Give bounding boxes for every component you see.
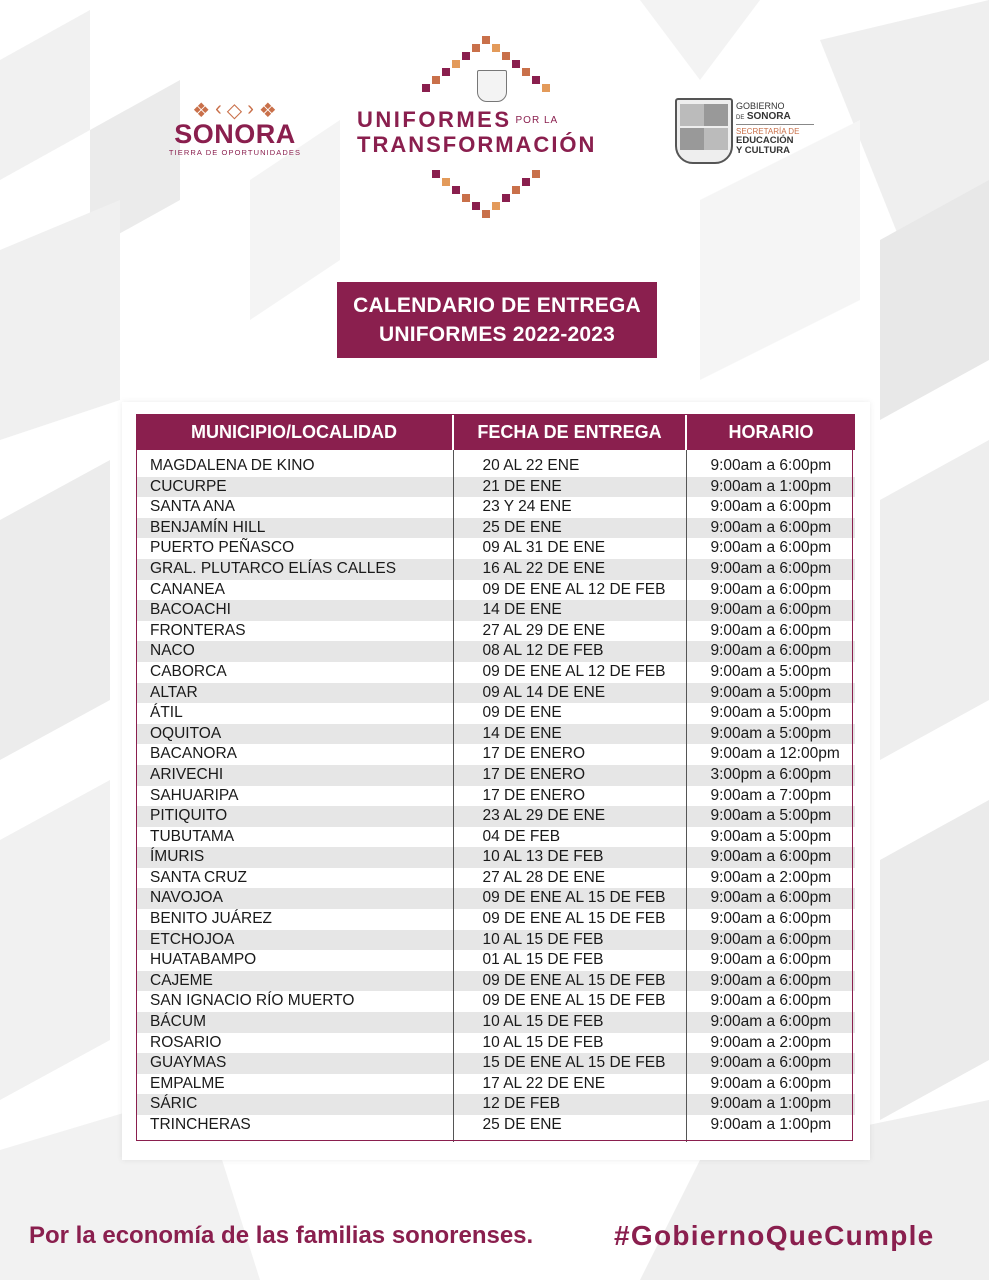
cell-fecha: 04 DE FEB [453,827,686,848]
campaign-title-small: POR LA [515,115,559,126]
cell-fecha: 09 DE ENE AL 15 DE FEB [453,909,686,930]
cell-municipio: HUATABAMPO [136,950,453,971]
cell-horario: 9:00am a 6:00pm [686,559,855,580]
table-row [136,744,855,765]
cell-fecha: 09 DE ENE AL 15 DE FEB [453,971,686,992]
sonora-logo [165,98,305,168]
cell-horario: 9:00am a 6:00pm [710,580,832,598]
cell-municipio: ARIVECHI [136,765,453,786]
cell-fecha: 10 AL 15 DE FEB [453,1033,686,1054]
gov-cultura: Y CULTURA [736,145,791,156]
table-row [136,641,855,662]
cell-horario: 9:00am a 6:00pm [710,498,832,516]
table-row [136,559,855,580]
footer-hashtag: #GobiernoQueCumple [614,1220,935,1251]
cell-fecha: 27 AL 29 DE ENE [453,621,686,642]
cell-municipio: ETCHOJOA [136,930,453,951]
cell-fecha: 17 DE ENERO [453,786,686,807]
table-row [136,497,855,518]
cell-horario: 9:00am a 6:00pm [686,847,855,868]
campaign-title-line2: TRANSFORMACIÓN [357,132,597,157]
cell-horario: 9:00am a 6:00pm [686,888,855,909]
table-row [136,991,855,1012]
cell-municipio: FRONTERAS [136,621,453,642]
calendar-title-line2: UNIFORMES 2022-2023 [378,323,616,346]
cell-fecha: 10 AL 13 DE FEB [453,847,686,868]
cell-horario: 9:00am a 6:00pm [686,600,855,621]
sonora-logo-mark-icon: ❖ ‹ ◇ › ❖ [192,98,278,122]
cell-fecha: 09 DE ENE AL 12 DE FEB [453,580,686,601]
table-row [136,786,855,807]
cell-horario: 9:00am a 5:00pm [686,724,855,745]
gov-educacion: EDUCACIÓN [736,135,794,146]
table-row [136,888,855,909]
cell-horario: 9:00am a 5:00pm [710,662,832,680]
header-municipio: MUNICIPIO/LOCALIDAD [136,414,453,450]
cell-municipio: BACOACHI [136,600,453,621]
cell-horario: 9:00am a 6:00pm [710,539,832,557]
cell-municipio: SANTA CRUZ [136,868,453,889]
cell-horario: 9:00am a 6:00pm [686,1053,855,1074]
cell-municipio: BÁCUM [136,1012,453,1033]
cell-fecha: 25 DE ENE [453,1115,686,1142]
cell-fecha: 09 DE ENE [453,703,686,724]
cell-municipio: SAN IGNACIO RÍO MUERTO [136,991,453,1012]
cell-municipio: PITIQUITO [136,806,453,827]
cell-horario: 9:00am a 6:00pm [686,641,855,662]
cell-fecha: 14 DE ENE [453,600,686,621]
table-row [136,724,855,745]
cell-fecha: 09 AL 14 DE ENE [453,683,686,704]
cell-municipio: OQUITOA [136,724,453,745]
cell-horario: 9:00am a 5:00pm [710,704,832,722]
cell-fecha: 16 AL 22 DE ENE [453,559,686,580]
calendar-title-line1: CALENDARIO DE ENTREGA [353,294,641,317]
cell-horario: 9:00am a 6:00pm [710,992,832,1010]
cell-municipio: SÁRIC [136,1094,453,1115]
cell-municipio: SANTA ANA [136,497,453,518]
cell-horario: 9:00am a 7:00pm [710,786,832,804]
table-row [136,621,855,642]
cell-municipio: ALTAR [136,683,453,704]
cell-fecha: 10 AL 15 DE FEB [453,930,686,951]
table-row [136,662,855,683]
cell-municipio: NACO [136,641,453,662]
cell-horario: 9:00am a 1:00pm [686,1094,855,1115]
table-row [136,1094,855,1115]
government-logo [675,98,825,162]
cell-municipio: GUAYMAS [136,1053,453,1074]
cell-fecha: 09 DE ENE AL 15 DE FEB [453,888,686,909]
header-horario: HORARIO [686,414,855,450]
cell-municipio: BENJAMÍN HILL [136,518,453,539]
cell-horario: 9:00am a 6:00pm [710,621,832,639]
cell-municipio: SAHUARIPA [136,786,453,807]
cell-horario: 9:00am a 5:00pm [686,683,855,704]
cell-horario: 9:00am a 6:00pm [686,1012,855,1033]
cell-horario: 9:00am a 5:00pm [686,806,855,827]
cell-horario: 9:00am a 1:00pm [686,477,855,498]
cell-fecha: 09 AL 31 DE ENE [453,538,686,559]
gov-divider [736,124,814,125]
cell-municipio: CAJEME [136,971,453,992]
cell-fecha: 23 Y 24 ENE [453,497,686,518]
schedule-table-body [136,450,855,1142]
table-row [136,806,855,827]
cell-horario: 9:00am a 6:00pm [710,1074,832,1092]
table-row [136,1074,855,1095]
table-row [136,827,855,848]
cell-horario: 3:00pm a 6:00pm [686,765,855,786]
cell-municipio: BENITO JUÁREZ [136,909,453,930]
cell-fecha: 15 DE ENE AL 15 DE FEB [453,1053,686,1074]
cell-fecha: 08 AL 12 DE FEB [453,641,686,662]
cell-fecha: 20 AL 22 ENE [453,450,686,477]
cell-municipio: EMPALME [136,1074,453,1095]
table-row [136,950,855,971]
gov-name-line: GOBIERNO [736,101,785,111]
table-row [136,1033,855,1054]
gov-name-de: DE [736,115,745,121]
table-row [136,683,855,704]
table-row [136,868,855,889]
table-row [136,600,855,621]
sonora-logo-tagline: TIERRA DE OPORTUNIDADES [168,148,302,157]
table-row [136,477,855,498]
table-row [136,518,855,539]
footer-slogan: Por la economía de las familias sonorenses. [29,1222,534,1249]
cell-fecha: 09 DE ENE AL 12 DE FEB [453,662,686,683]
cell-municipio: TRINCHERAS [136,1115,453,1142]
cell-fecha: 23 AL 29 DE ENE [453,806,686,827]
cell-fecha: 27 AL 28 DE ENE [453,868,686,889]
cell-municipio: CUCURPE [136,477,453,498]
table-row [136,450,855,477]
table-header-row [136,414,855,450]
table-row [136,1115,855,1142]
cell-horario: 9:00am a 6:00pm [710,457,832,474]
cell-fecha: 17 AL 22 DE ENE [453,1074,686,1095]
schedule-table [136,414,855,1142]
table-row [136,971,855,992]
gov-name-sonora: SONORA [746,111,791,122]
table-row [136,765,855,786]
table-row [136,703,855,724]
cell-horario: 9:00am a 6:00pm [686,518,855,539]
sonora-logo-word: SONORA [174,119,296,149]
cell-horario: 9:00am a 1:00pm [710,1116,832,1133]
cell-fecha: 17 DE ENERO [453,744,686,765]
schedule-card [122,402,870,1160]
state-shield-icon [675,98,733,164]
cell-fecha: 01 AL 15 DE FEB [453,950,686,971]
header-fecha: FECHA DE ENTREGA [453,414,686,450]
cell-municipio: ÍMURIS [136,847,453,868]
cell-municipio: ÁTIL [136,703,453,724]
table-row [136,580,855,601]
cell-fecha: 14 DE ENE [453,724,686,745]
cell-municipio: PUERTO PEÑASCO [136,538,453,559]
cell-horario: 9:00am a 2:00pm [710,868,832,886]
cell-municipio: NAVOJOA [136,888,453,909]
cell-fecha: 09 DE ENE AL 15 DE FEB [453,991,686,1012]
calendar-title-banner [337,282,657,358]
table-row [136,1053,855,1074]
cell-municipio: TUBUTAMA [136,827,453,848]
cell-municipio: ROSARIO [136,1033,453,1054]
table-row [136,1012,855,1033]
cell-fecha: 12 DE FEB [453,1094,686,1115]
cell-horario: 9:00am a 6:00pm [710,910,832,928]
cell-horario: 9:00am a 5:00pm [710,827,832,845]
cell-municipio: CABORCA [136,662,453,683]
table-row [136,930,855,951]
campaign-title-line1: UNIFORMES [357,107,512,132]
gov-secretaria: SECRETARÍA DE [736,127,800,136]
cell-horario: 9:00am a 6:00pm [686,971,855,992]
table-row [136,538,855,559]
cell-fecha: 21 DE ENE [453,477,686,498]
cell-municipio: BACANORA [136,744,453,765]
cell-horario: 9:00am a 2:00pm [710,1033,832,1051]
cell-horario: 9:00am a 6:00pm [710,951,832,969]
cell-municipio: MAGDALENA DE KINO [136,450,453,477]
cell-fecha: 25 DE ENE [453,518,686,539]
cell-horario: 9:00am a 6:00pm [686,930,855,951]
table-row [136,847,855,868]
cell-fecha: 17 DE ENERO [453,765,686,786]
campaign-logo [352,30,632,230]
cell-fecha: 10 AL 15 DE FEB [453,1012,686,1033]
cell-horario: 9:00am a 12:00pm [710,745,840,763]
state-shield-small-icon [477,70,507,102]
cell-municipio: CANANEA [136,580,453,601]
cell-municipio: GRAL. PLUTARCO ELÍAS CALLES [136,559,453,580]
table-row [136,909,855,930]
